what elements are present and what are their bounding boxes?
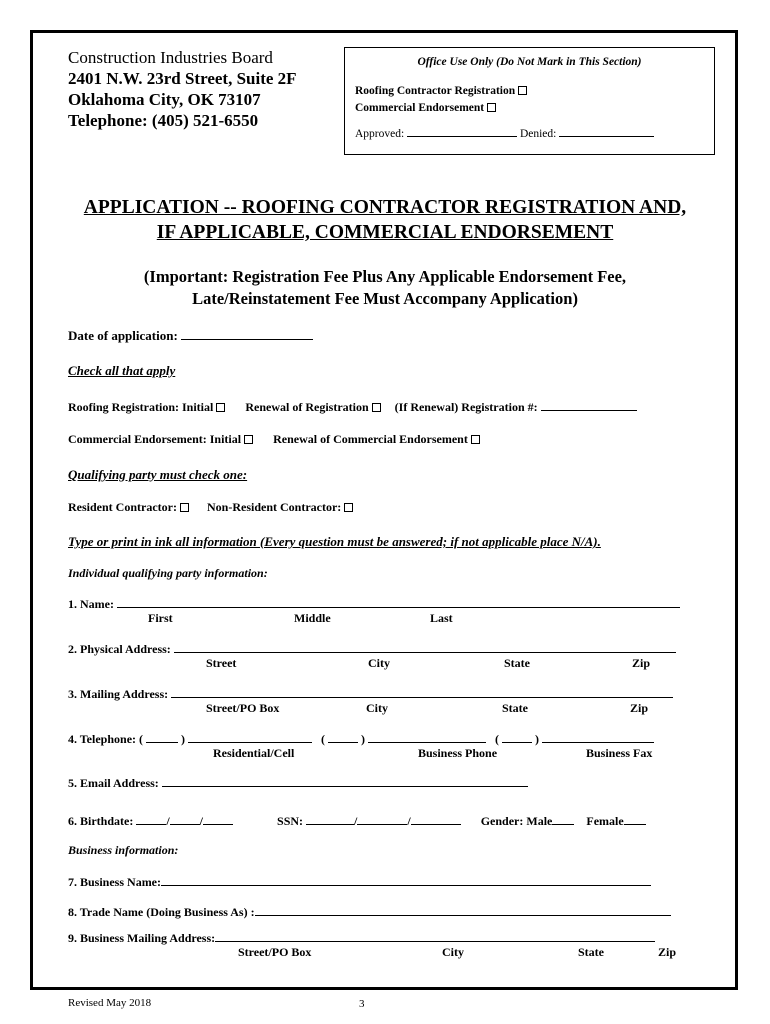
form-title-line1: APPLICATION -- ROOFING CONTRACTOR REGISTRATION AND, bbox=[83, 197, 687, 218]
org-phone: Telephone: (405) 521-6550 bbox=[68, 111, 259, 130]
org-city: Oklahoma City, OK 73107 bbox=[68, 90, 261, 109]
commercial-renewal-checkbox[interactable] bbox=[471, 435, 480, 444]
ssn-label: SSN: bbox=[277, 814, 304, 828]
biz-area-code-field[interactable] bbox=[328, 731, 358, 743]
ssn-part1-field[interactable] bbox=[306, 813, 354, 825]
ssn-part2-field[interactable] bbox=[357, 813, 407, 825]
res-area-code-field[interactable] bbox=[146, 731, 178, 743]
birthdate-label: 6. Birthdate: bbox=[68, 814, 134, 828]
business-city-caption: City bbox=[442, 945, 464, 959]
revised-date: Revised May 2018 bbox=[68, 997, 152, 1009]
res-phone-field[interactable] bbox=[188, 731, 312, 743]
business-name-row bbox=[68, 874, 651, 890]
business-street-caption: Street/PO Box bbox=[238, 945, 312, 959]
birth-year-field[interactable] bbox=[203, 813, 233, 825]
business-zip-caption: Zip bbox=[658, 945, 677, 959]
office-use-box bbox=[344, 47, 715, 155]
important-note-line2: Late/Reinstatement Fee Must Accompany Application) bbox=[192, 289, 578, 308]
name-label: 1. Name: bbox=[68, 597, 114, 611]
physical-state-caption: State bbox=[504, 656, 530, 670]
registration-number-field[interactable] bbox=[541, 399, 637, 411]
business-heading: Business information: bbox=[68, 843, 179, 857]
office-approved-line bbox=[407, 125, 517, 137]
name-last-caption: Last bbox=[430, 611, 453, 625]
business-mailing-row bbox=[68, 930, 655, 946]
mailing-city-caption: City bbox=[366, 701, 388, 715]
name-row bbox=[68, 596, 680, 612]
important-note-line1: (Important: Registration Fee Plus Any Applicable Endorsement Fee, bbox=[143, 267, 627, 286]
registration-number-label: (If Renewal) Registration #: bbox=[394, 400, 538, 414]
biz-phone-field[interactable] bbox=[368, 731, 486, 743]
business-name-field[interactable] bbox=[161, 874, 651, 886]
trade-name-field[interactable] bbox=[255, 904, 671, 916]
roofing-initial-checkbox[interactable] bbox=[216, 403, 225, 412]
physical-address-field[interactable] bbox=[174, 641, 676, 653]
residency-row bbox=[68, 500, 353, 515]
gender-female-field[interactable] bbox=[624, 813, 646, 825]
business-fax-caption: Business Fax bbox=[586, 746, 653, 760]
commercial-row bbox=[68, 432, 480, 447]
ssn-part3-field[interactable] bbox=[411, 813, 461, 825]
office-approved-label: Approved: bbox=[355, 128, 405, 140]
name-first-caption: First bbox=[148, 611, 173, 625]
mailing-address-row bbox=[68, 686, 673, 702]
commercial-renewal-label: Renewal of Commercial Endorsement bbox=[273, 432, 468, 446]
roofing-renewal-label: Renewal of Registration bbox=[245, 400, 369, 414]
trade-name-row bbox=[68, 904, 671, 920]
roofing-row bbox=[68, 399, 637, 415]
business-name-label: 7. Business Name: bbox=[68, 875, 162, 889]
email-row bbox=[68, 775, 528, 791]
gender-male-field[interactable] bbox=[552, 813, 574, 825]
office-commercial-row bbox=[355, 102, 496, 114]
qualifying-heading: Qualifying party must check one: bbox=[68, 467, 248, 482]
physical-zip-caption: Zip bbox=[632, 656, 651, 670]
telephone-label: 4. Telephone: ( bbox=[68, 732, 144, 746]
date-label: Date of application: bbox=[68, 328, 178, 343]
birth-month-field[interactable] bbox=[136, 813, 166, 825]
mailing-state-caption: State bbox=[502, 701, 528, 715]
office-commercial-label: Commercial Endorsement bbox=[355, 102, 485, 114]
fax-field[interactable] bbox=[542, 731, 654, 743]
org-street: 2401 N.W. 23rd Street, Suite 2F bbox=[68, 69, 297, 88]
trade-name-label: 8. Trade Name (Doing Business As) : bbox=[68, 905, 255, 919]
commercial-initial-label: Commercial Endorsement: Initial bbox=[68, 432, 242, 446]
resident-checkbox[interactable] bbox=[180, 503, 189, 512]
mailing-address-label: 3. Mailing Address: bbox=[68, 687, 169, 701]
fax-area-code-field[interactable] bbox=[502, 731, 532, 743]
office-roofing-row bbox=[355, 85, 527, 97]
nonresident-label: Non-Resident Contractor: bbox=[206, 500, 342, 514]
name-middle-caption: Middle bbox=[294, 611, 331, 625]
name-field[interactable] bbox=[117, 596, 680, 608]
check-all-heading: Check all that apply bbox=[68, 363, 176, 378]
mailing-zip-caption: Zip bbox=[630, 701, 649, 715]
mailing-street-caption: Street/PO Box bbox=[206, 701, 280, 715]
form-title-line2: IF APPLICABLE, COMMERCIAL ENDORSEMENT bbox=[156, 222, 614, 243]
commercial-initial-checkbox[interactable] bbox=[244, 435, 253, 444]
page-number: 3 bbox=[359, 998, 365, 1010]
business-phone-caption: Business Phone bbox=[418, 746, 498, 760]
physical-address-row bbox=[68, 641, 676, 657]
business-mailing-field[interactable] bbox=[215, 930, 655, 942]
office-roofing-checkbox bbox=[518, 86, 527, 95]
date-row bbox=[68, 328, 313, 344]
individual-heading: Individual qualifying party information: bbox=[68, 566, 268, 580]
birthdate-row: 6. Birthdate: / / SSN: / / Gender: Male Female bbox=[68, 813, 646, 829]
instructions-text: Type or print in ink all information (Every question must be answered; if not applicable place N/A). bbox=[68, 534, 601, 549]
physical-address-label: 2. Physical Address: bbox=[68, 642, 171, 656]
org-name: Construction Industries Board bbox=[68, 48, 273, 67]
office-denied-line bbox=[559, 125, 654, 137]
gender-female-label: Female bbox=[586, 814, 624, 828]
nonresident-checkbox[interactable] bbox=[344, 503, 353, 512]
business-state-caption: State bbox=[578, 945, 604, 959]
res-cell-caption: Residential/Cell bbox=[213, 746, 295, 760]
physical-city-caption: City bbox=[368, 656, 390, 670]
office-roofing-label: Roofing Contractor Registration bbox=[355, 85, 516, 97]
office-commercial-checkbox bbox=[487, 103, 496, 112]
mailing-address-field[interactable] bbox=[171, 686, 673, 698]
office-denied-label: Denied: bbox=[519, 128, 557, 140]
roofing-initial-label: Roofing Registration: Initial bbox=[68, 400, 214, 414]
office-use-title: Office Use Only (Do Not Mark in This Section) bbox=[417, 56, 642, 68]
telephone-row: 4. Telephone: ( ) ( ) ( ) bbox=[68, 731, 654, 747]
roofing-renewal-checkbox[interactable] bbox=[372, 403, 381, 412]
birth-day-field[interactable] bbox=[170, 813, 200, 825]
email-field[interactable] bbox=[162, 775, 528, 787]
office-approval-row bbox=[355, 125, 654, 140]
email-label: 5. Email Address: bbox=[68, 776, 159, 790]
gender-male-label: Gender: Male bbox=[480, 814, 553, 828]
business-mailing-label: 9. Business Mailing Address: bbox=[68, 931, 216, 945]
date-field[interactable] bbox=[181, 328, 313, 340]
resident-label: Resident Contractor: bbox=[68, 500, 177, 514]
physical-street-caption: Street bbox=[206, 656, 237, 670]
